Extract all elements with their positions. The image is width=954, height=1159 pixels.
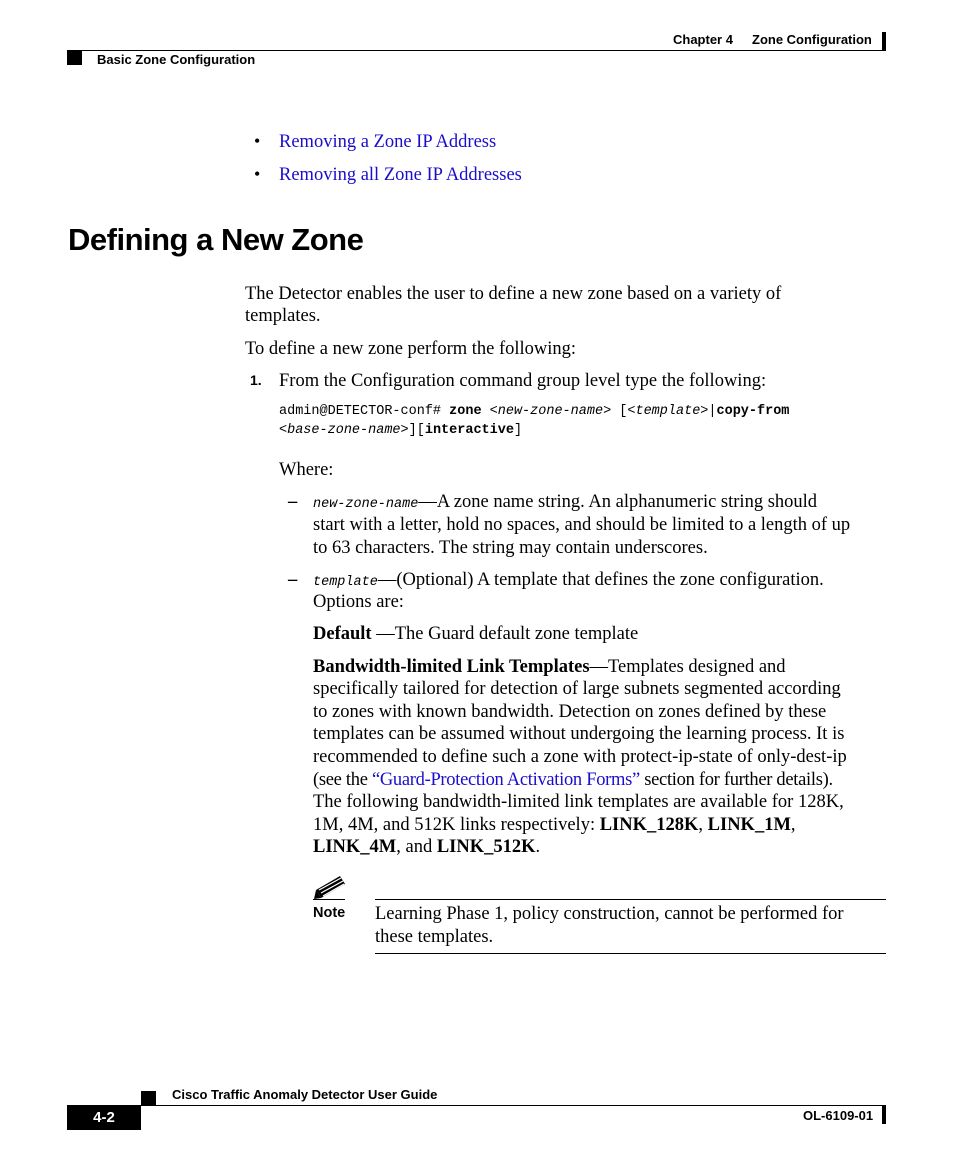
dash-marker: – xyxy=(288,570,298,590)
page-number-badge xyxy=(67,1105,141,1130)
link-guard-protection-activation-forms[interactable]: “Guard-Protection Activation Forms” xyxy=(371,770,640,790)
step-number: 1. xyxy=(250,372,262,388)
link-removing-all-zone-ip-addresses[interactable]: Removing all Zone IP Addresses xyxy=(279,165,522,185)
note-bottom-rule xyxy=(375,953,886,954)
term-link-128k: LINK_128K xyxy=(599,815,699,835)
item-new-zone-name-line-2: start with a letter, hold no spaces, and should be limited to a length of up xyxy=(313,515,851,535)
chapter-title: Zone Configuration xyxy=(752,32,872,47)
page-number: 4-2 xyxy=(93,1109,115,1126)
item-new-zone-name-line-3: to 63 characters. The string may contain underscores. xyxy=(313,538,708,558)
where-label: Where: xyxy=(279,460,334,480)
term-default: Default xyxy=(313,624,372,644)
intro-line-2: templates. xyxy=(245,306,321,326)
note-icon-underline xyxy=(313,899,345,900)
pencil-icon xyxy=(314,874,348,900)
footer-guide-title: Cisco Traffic Anomaly Detector User Guide xyxy=(172,1087,438,1102)
bw-line-2: specifically tailored for detection of large subnets segmented according xyxy=(313,679,841,699)
note-top-rule xyxy=(375,899,886,900)
note-label: Note xyxy=(313,905,346,921)
command-syntax-line-1: admin@DETECTOR-conf# zone <new-zone-name> [<template>|copy-from xyxy=(279,404,790,419)
term-bandwidth-limited: Bandwidth-limited Link Templates xyxy=(313,657,590,677)
header-section-marker xyxy=(67,51,82,65)
step-text: From the Configuration command group level type the following: xyxy=(279,371,767,391)
bw-line-9: LINK_4M, and LINK_512K. xyxy=(313,837,541,857)
doc-number: OL-6109-01 xyxy=(803,1108,874,1123)
bullet-marker: • xyxy=(254,131,261,151)
code-prompt: admin@DETECTOR-conf# xyxy=(279,404,450,419)
header-rule xyxy=(67,50,886,51)
intro-line-1: The Detector enables the user to define a new zone based on a variety of xyxy=(245,284,782,304)
footer-end-bar xyxy=(882,1106,886,1124)
bw-line-4: templates can be assumed without undergoing the learning process. It is xyxy=(313,724,845,744)
item-template-line-2: Options are: xyxy=(313,592,404,612)
bw-line-8: 1M, 4M, and 512K links respectively: LINK_128K, LINK_1M, xyxy=(313,815,796,835)
dash-marker: – xyxy=(288,492,298,512)
code-new-zone-name: new-zone-name xyxy=(497,404,604,419)
link-removing-zone-ip-address[interactable]: Removing a Zone IP Address xyxy=(279,132,497,152)
perform-text: To define a new zone perform the following: xyxy=(245,339,577,359)
item-new-zone-name-line-1: new-zone-name—A zone name string. An alphanumeric string should xyxy=(313,492,818,512)
section-label: Basic Zone Configuration xyxy=(97,52,256,67)
footer-rule xyxy=(67,1105,886,1106)
code-copy-from: copy-from xyxy=(716,404,790,419)
term-new-zone-name: new-zone-name xyxy=(313,497,419,512)
bw-line-3: to zones with known bandwidth. Detection on zones defined by these xyxy=(313,702,827,722)
code-zone-keyword: zone xyxy=(449,404,482,419)
bullet-marker: • xyxy=(254,164,261,184)
code-template: template xyxy=(635,404,701,419)
code-base-zone-name: base-zone-name xyxy=(287,423,401,438)
term-link-1m: LINK_1M xyxy=(707,815,791,835)
note-line-2: these templates. xyxy=(375,927,494,947)
chapter-label: Chapter 4 xyxy=(673,32,733,47)
footer-marker xyxy=(141,1091,156,1105)
code-interactive: interactive xyxy=(424,423,514,438)
term-link-512k: LINK_512K xyxy=(436,837,536,857)
bw-line-1: Bandwidth-limited Link Templates—Templates designed and xyxy=(313,657,786,677)
bw-line-5: recommended to define such a zone with protect-ip-state of only-dest-ip xyxy=(313,747,847,767)
note-line-1: Learning Phase 1, policy construction, cannot be performed for xyxy=(375,904,844,924)
bw-line-7: The following bandwidth-limited link templates are available for 128K, xyxy=(313,792,844,812)
default-template-line: Default —The Guard default zone template xyxy=(313,624,639,644)
bw-line-6: (see the “Guard-Protection Activation Forms” section for further details). xyxy=(313,770,833,790)
command-syntax-line-2: <base-zone-name>][interactive] xyxy=(279,423,523,438)
page-title: Defining a New Zone xyxy=(68,222,364,257)
header-end-bar xyxy=(882,32,886,50)
item-template-line-1: template—(Optional) A template that defines the zone configuration. xyxy=(313,570,824,590)
term-template: template xyxy=(313,575,378,590)
term-link-4m: LINK_4M xyxy=(313,837,397,857)
